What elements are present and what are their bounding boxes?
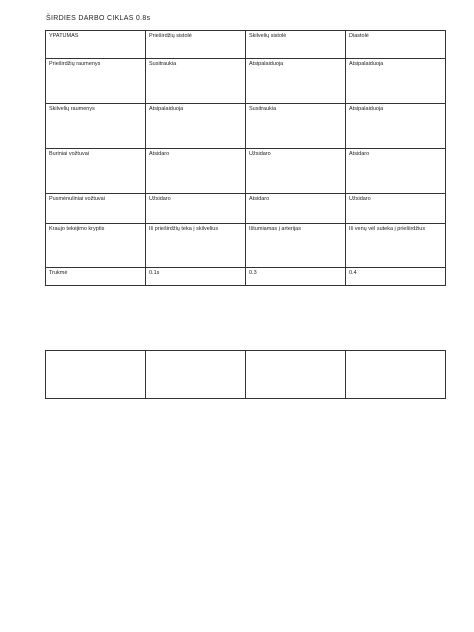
- table-cell: Pusmėnuliniai vožtuvai: [46, 194, 146, 224]
- table-cell: Diastolė: [346, 31, 446, 59]
- table-cell: [46, 351, 146, 399]
- table-cell: [146, 351, 246, 399]
- table-cell: Prieširdžių sistolė: [146, 31, 246, 59]
- table-row: [46, 224, 446, 268]
- table-cell: Buriniai vožtuvai: [46, 149, 146, 194]
- table-cell: Užsidaro: [346, 194, 446, 224]
- table-cell: Trukmė: [46, 268, 146, 286]
- table-cell: Atsipalaiduoja: [146, 104, 246, 149]
- table-row: [46, 351, 446, 399]
- table-cell: Iš prieširdžių teka į skilvelius: [146, 224, 246, 268]
- table-cell: Užsidaro: [246, 149, 346, 194]
- table-cell: Atsidaro: [346, 149, 446, 194]
- table-cell: Susitraukia: [246, 104, 346, 149]
- table-cell: 0.1s: [146, 268, 246, 286]
- table-row: [46, 268, 446, 286]
- table-cell: Ištumiamas į arterijas: [246, 224, 346, 268]
- table-cell: [346, 351, 446, 399]
- table-cell: Atsidaro: [246, 194, 346, 224]
- table-cell: Kraujo tekėjimo kryptis: [46, 224, 146, 268]
- table-cell: Užsidaro: [146, 194, 246, 224]
- table-cell: 0.4: [346, 268, 446, 286]
- table-cell: YPATUMAS: [46, 31, 146, 59]
- empty-table: [45, 350, 446, 399]
- table-cell: 0.3: [246, 268, 346, 286]
- document-title: ŠIRDIES DARBO CIKLAS 0.8s: [46, 15, 151, 22]
- table-row: [46, 149, 446, 194]
- table-cell: Atsidaro: [146, 149, 246, 194]
- table-cell: Atsipalaiduoja: [246, 59, 346, 104]
- table-cell: Atsipalaiduoja: [346, 59, 446, 104]
- heart-cycle-table: [45, 30, 446, 286]
- table-cell: Iš venų vėl suteka į prieširdžius: [346, 224, 446, 268]
- table-row: [46, 31, 446, 59]
- table-row: [46, 194, 446, 224]
- table-cell: Atsipalaiduoja: [346, 104, 446, 149]
- table-cell: Skilvelių sistolė: [246, 31, 346, 59]
- table-cell: Skilvelių raumenys: [46, 104, 146, 149]
- table-cell: Prieširdžių raumenys: [46, 59, 146, 104]
- table-row: [46, 104, 446, 149]
- table-cell: Susitraukia: [146, 59, 246, 104]
- table-cell: [246, 351, 346, 399]
- table-row: [46, 59, 446, 104]
